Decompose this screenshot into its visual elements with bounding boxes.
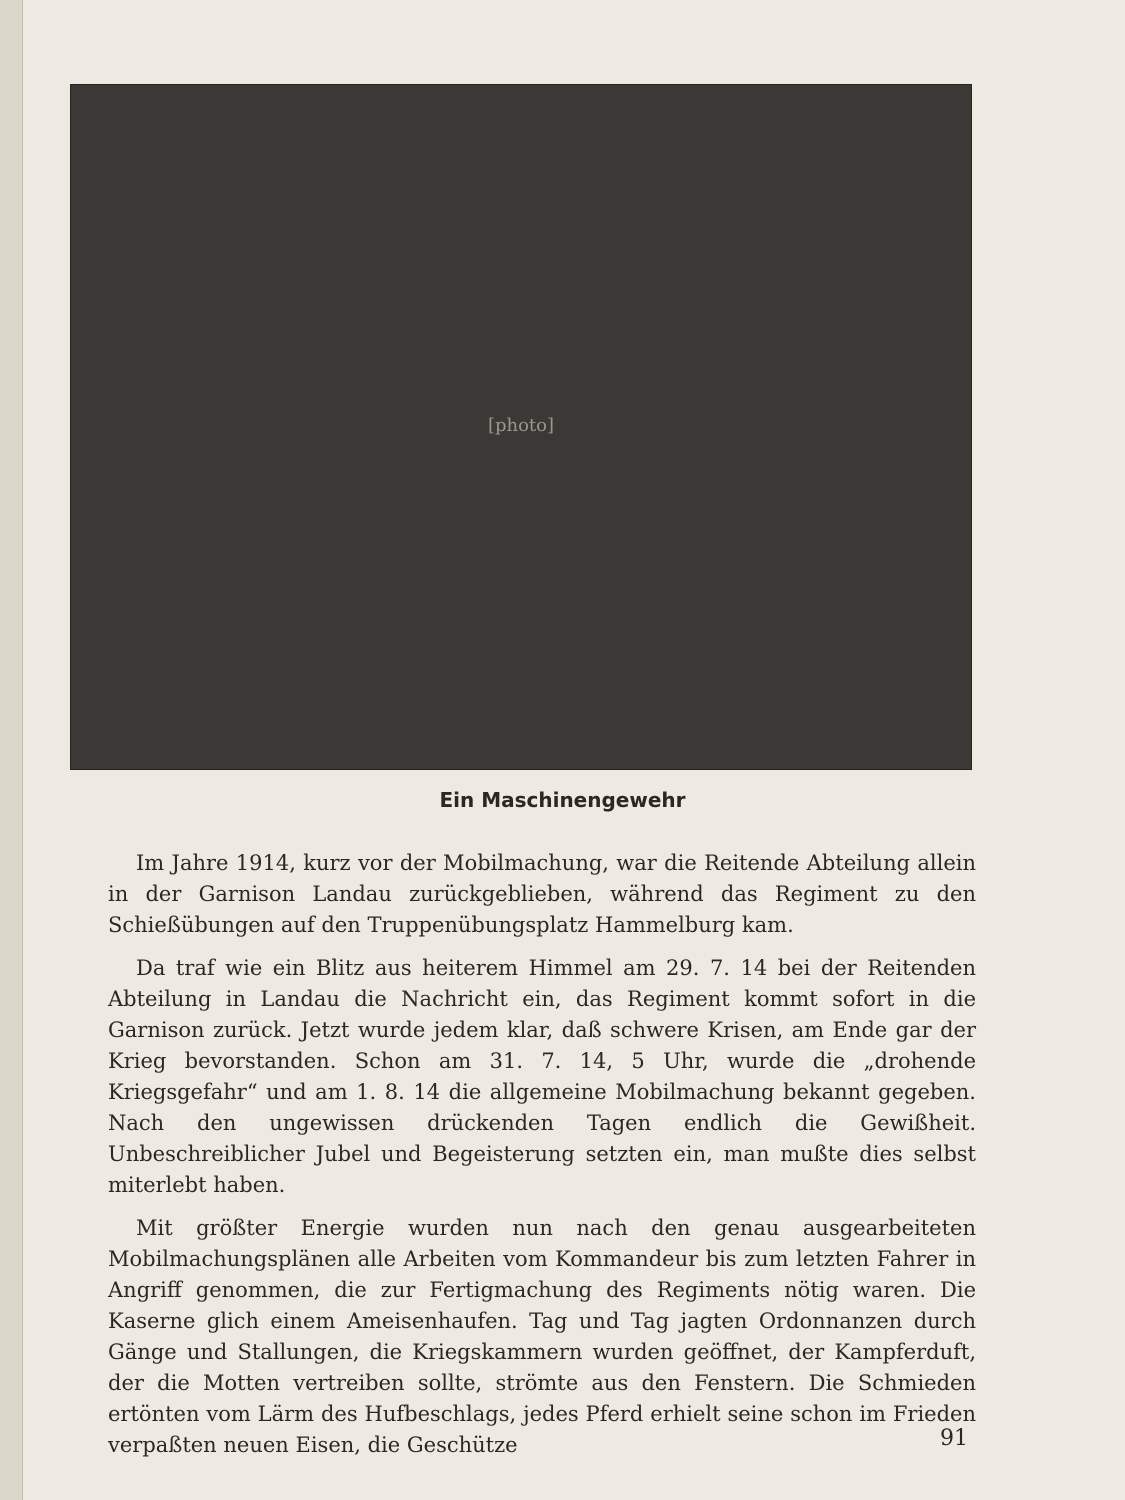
photo-placeholder: [photo] xyxy=(487,415,555,436)
book-binding xyxy=(0,0,23,1500)
trench-photograph xyxy=(70,84,972,770)
page-number: 91 xyxy=(940,1426,968,1451)
body-text xyxy=(108,848,976,1473)
paragraph-1: Im Jahre 1914, kurz vor der Mobilmachung, war die Reitende Abteilung allein in der Garnison Landau zurückgeblieben, während das Regiment zu den Schießübungen auf den Truppenübungsplatz Hammelburg kam. xyxy=(108,851,976,937)
photo-caption: Ein Maschinengewehr xyxy=(439,788,686,812)
paragraph-2: Da traf wie ein Blitz aus heiterem Himmel am 29. 7. 14 bei der Reitenden Abteilung in Landau die Nachricht ein, das Regiment kommt sofort in die Garnison zurück. Jetzt wurde jedem klar, daß schwere Krisen, am Ende gar der Krieg bevorstanden. Schon am 31. 7. 14, 5 Uhr, wurde die „drohende Kriegsgefahr“ und am 1. 8. 14 die allgemeine Mobilmachung bekannt gegeben. Nach den ungewissen drückenden Tagen endlich die Gewißheit. Unbeschreiblicher Jubel und Begeisterung setzten ein, man mußte dies selbst miterlebt haben. xyxy=(108,956,976,1197)
paragraph-3: Mit größter Energie wurden nun nach den genau ausgearbeiteten Mobilmachungsplänen alle Arbeiten vom Kommandeur bis zum letzten Fahrer in Angriff genommen, die zur Fertigmachung des Regiments nötig waren. Die Kaserne glich einem Ameisenhaufen. Tag und Tag jagten Ordonnanzen durch Gänge und Stallungen, die Kriegskammern wurden geöffnet, der Kampferduft, der die Motten vertreiben sollte, strömte aus den Fenstern. Die Schmieden ertönten vom Lärm des Hufbeschlags, jedes Pferd erhielt seine schon im Frieden verpaßten neuen Eisen, die Geschütze xyxy=(108,1216,976,1457)
